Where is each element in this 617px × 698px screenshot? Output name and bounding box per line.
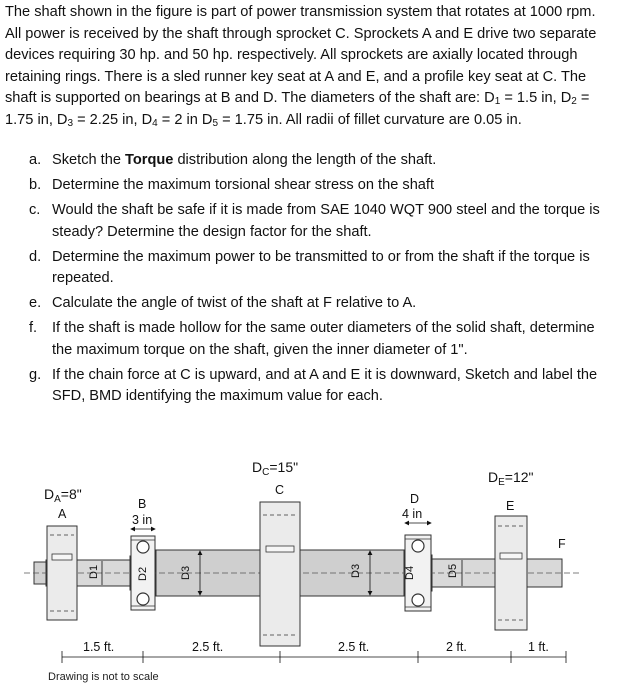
question-a bbox=[29, 150, 607, 172]
question-g-text: If the chain force at C is upward, and at A and E it is downward, Sketch and label the SFD, BMD identifying the maximum value for each. bbox=[52, 366, 598, 405]
point-f: F bbox=[558, 537, 566, 551]
val-2: = 1.75 in, D bbox=[5, 90, 590, 128]
marker-e: e. bbox=[29, 295, 42, 312]
marker-d: d. bbox=[29, 248, 42, 265]
length-5: 1 ft. bbox=[528, 640, 549, 654]
val-5: = 1.75 in. All radii of fillet curvature are 0.05 in. bbox=[218, 111, 522, 128]
question-f bbox=[29, 318, 607, 361]
point-c: C bbox=[275, 483, 285, 497]
question-a-pre: Sketch the bbox=[52, 152, 126, 168]
question-c-text: Would the shaft be safe if it is made from SAE 1040 WQT 900 steel and the torque is steady? Determine the design factor for the shaft. bbox=[52, 201, 600, 240]
question-e bbox=[29, 293, 607, 315]
question-c bbox=[29, 200, 607, 243]
d3-label-left: D3 bbox=[180, 565, 192, 580]
d4-label: D4 bbox=[404, 565, 416, 580]
sub-4: 4 bbox=[152, 117, 158, 129]
length-3: 2.5 ft. bbox=[338, 640, 370, 654]
question-list bbox=[29, 150, 607, 411]
length-4: 2 ft. bbox=[446, 640, 467, 654]
question-f-text: If the shaft is made hollow for the same outer diameters of the solid shaft, determine the maximum torque on the shaft, given the inner diameter of 1". bbox=[52, 320, 595, 358]
intro-text: The shaft shown in the figure is part of power transmission system that rotates at 1000 rpm. All power is received by the shaft through sprocket C. Sprockets A and E drive two separate devices requiring 30 hp. and 50 hp. respectively. All sprockets are axially located through retaining rings. There is a sled runner key seat at A and E, and a profile key seat at C. The shaft is supported on bearings at B and D. The diameters of the shaft are: D bbox=[5, 4, 597, 107]
val-1: = 1.5 in, D bbox=[500, 90, 572, 107]
question-b bbox=[29, 175, 607, 197]
marker-a: a. bbox=[29, 152, 42, 168]
d2-label: D2 bbox=[137, 566, 149, 581]
point-d: D bbox=[410, 492, 420, 506]
question-g bbox=[29, 365, 607, 408]
sprocket-e bbox=[495, 516, 527, 630]
marker-g: g. bbox=[29, 366, 42, 383]
length-2: 2.5 ft. bbox=[192, 640, 224, 654]
question-b-text: Determine the maximum torsional shear stress on the shaft bbox=[52, 176, 435, 193]
question-d-text: Determine the maximum power to be transmitted to or from the shaft if the torque is repeated. bbox=[52, 248, 590, 287]
sub-1: 1 bbox=[494, 96, 501, 108]
val-3: = 2.25 in, D bbox=[73, 111, 153, 128]
sprocket-a bbox=[47, 526, 77, 620]
d-width-label: 4 in bbox=[402, 507, 423, 521]
b-width-label: 3 in bbox=[132, 513, 153, 527]
length-dimensions bbox=[62, 651, 566, 663]
shaft-figure bbox=[0, 440, 617, 698]
sub-3: 3 bbox=[67, 117, 74, 129]
d3-label-right: D3 bbox=[350, 563, 362, 578]
scale-note: Drawing is not to scale bbox=[48, 671, 159, 683]
question-e-text: Calculate the angle of twist of the shaft at F relative to A. bbox=[52, 295, 417, 312]
question-a-post: distribution along the length of the shaft. bbox=[173, 152, 437, 168]
question-d bbox=[29, 247, 607, 290]
val-4: = 2 in D bbox=[157, 111, 213, 128]
marker-f: f. bbox=[29, 320, 38, 337]
d5-label: D5 bbox=[447, 563, 459, 578]
sub-5: 5 bbox=[212, 117, 219, 129]
point-e: E bbox=[506, 499, 515, 513]
point-a: A bbox=[58, 507, 67, 521]
marker-b: b. bbox=[29, 176, 42, 193]
question-a-bold: Torque bbox=[125, 152, 174, 168]
sprocket-c bbox=[260, 502, 300, 646]
marker-c: c. bbox=[29, 201, 41, 218]
da-label: $D_A=8$" bbox=[44, 486, 82, 505]
length-1: 1.5 ft. bbox=[83, 640, 115, 654]
point-b: B bbox=[138, 497, 147, 511]
d1-label: D1 bbox=[88, 564, 100, 579]
de-label: $D_E=12$" bbox=[488, 469, 534, 488]
dc-label: $D_C=15$" bbox=[252, 459, 299, 478]
sub-2: 2 bbox=[571, 96, 577, 108]
problem-statement bbox=[5, 2, 610, 132]
